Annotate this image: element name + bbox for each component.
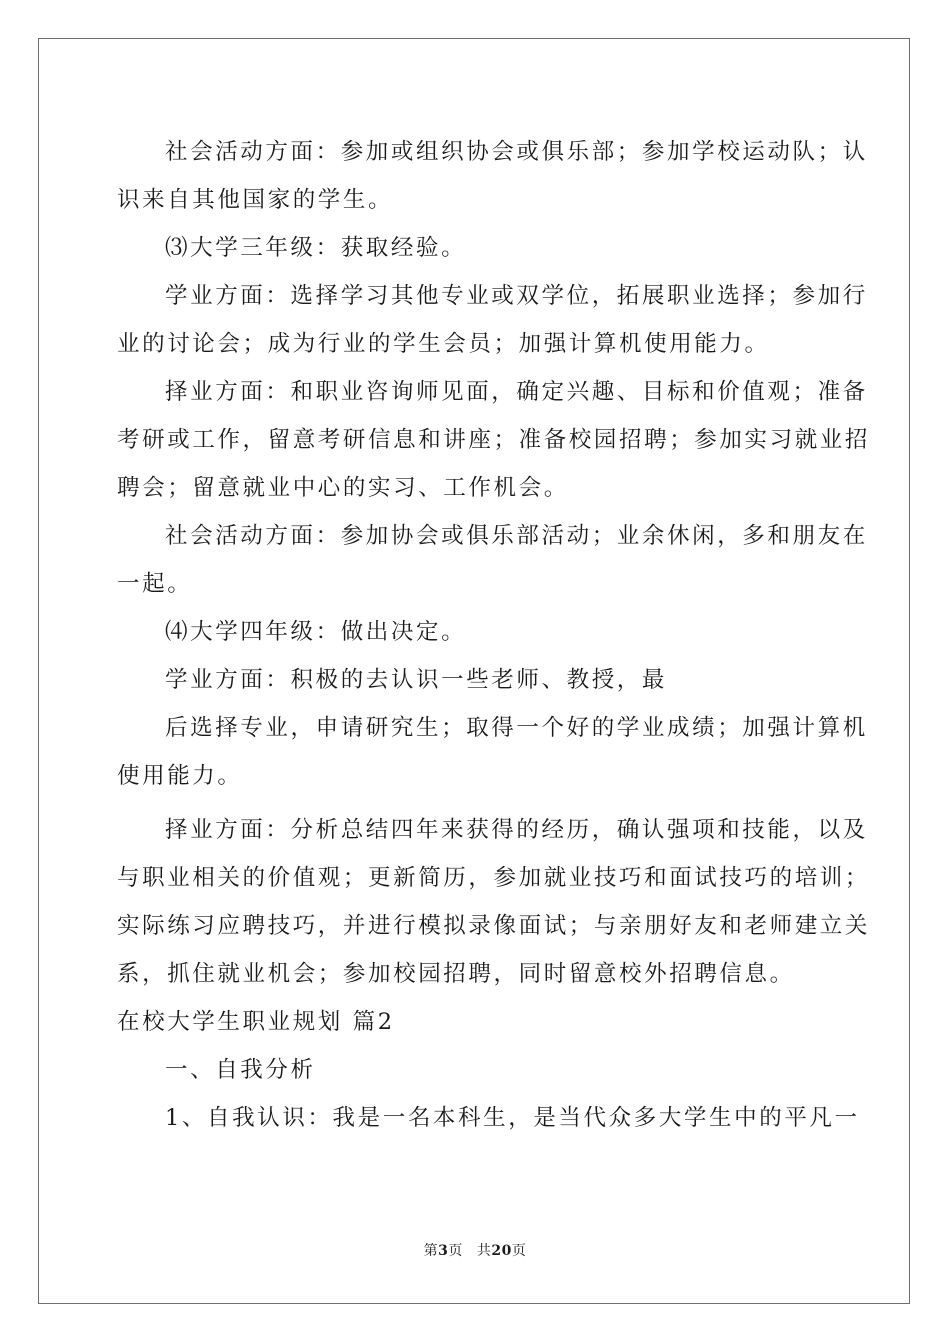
text-line: 1、自我认识：我是一名本科生，是当代众多大学生中的平凡一 — [165, 1105, 860, 1131]
total-prefix: 共 — [476, 1243, 492, 1259]
text-line: 后选择专业，申请研究生；取得一个好的学业成绩；加强计算机 — [165, 715, 868, 741]
text-line: 业的讨论会；成为行业的学生会员；加强计算机使用能力。 — [117, 331, 770, 357]
text-line: 社会活动方面：参加协会或俱乐部活动；业余休闲，多和朋友在 — [165, 523, 868, 549]
document-body — [117, 128, 871, 1142]
page-footer — [0, 1240, 950, 1260]
text-line: 学业方面：选择学习其他专业或双学位，拓展职业选择；参加行 — [165, 283, 868, 309]
text-line: 择业方面：分析总结四年来获得的经历，确认强项和技能，以及 — [165, 817, 868, 843]
text-line: 实际练习应聘技巧，并进行模拟录像面试；与亲朋好友和老师建立关 — [117, 913, 871, 939]
page-suffix: 页 — [448, 1243, 463, 1259]
text-line: 择业方面：和职业咨询师见面，确定兴趣、目标和价值观；准备 — [165, 379, 868, 405]
page-number: 3 — [438, 1243, 449, 1259]
text-line: 社会活动方面：参加或组织协会或俱乐部；参加学校运动队；认 — [165, 139, 868, 165]
text-line: 学业方面：积极的去认识一些老师、教授，最 — [165, 667, 668, 693]
page-prefix: 第 — [423, 1243, 439, 1259]
total-pages: 20 — [491, 1243, 512, 1259]
section-heading: 一、自我分析 — [165, 1057, 316, 1083]
text-line: 识来自其他国家的学生。 — [117, 187, 394, 213]
section-heading: ⑶大学三年级：获取经验。 — [165, 235, 467, 261]
section-heading: ⑷大学四年级：做出决定。 — [165, 619, 467, 645]
total-suffix: 页 — [511, 1243, 527, 1259]
text-line: 与职业相关的价值观；更新简历，参加就业技巧和面试技巧的培训； — [117, 865, 871, 891]
text-line: 系，抓住就业机会；参加校园招聘，同时留意校外招聘信息。 — [117, 961, 795, 987]
text-line: 使用能力。 — [117, 763, 243, 789]
text-line: 考研或工作，留意考研信息和讲座；准备校园招聘；参加实习就业招 — [117, 427, 871, 453]
text-line: 一起。 — [117, 571, 193, 597]
text-line: 聘会；留意就业中心的实习、工作机会。 — [117, 475, 569, 501]
article-title: 在校大学生职业规划 篇2 — [117, 1009, 395, 1035]
